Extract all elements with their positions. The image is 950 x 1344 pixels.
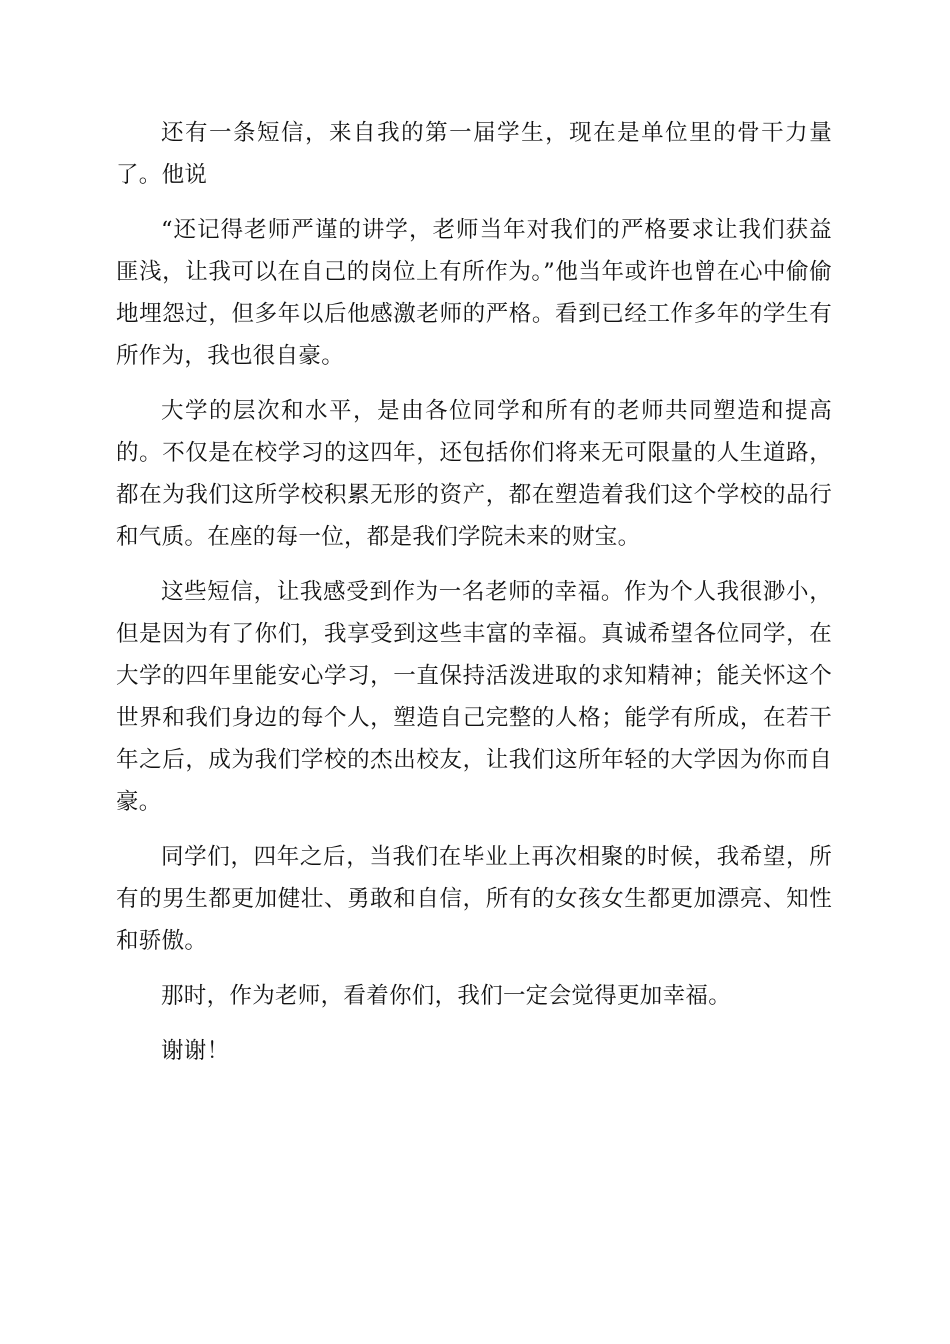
- paragraph-teacher-happiness: 这些短信，让我感受到作为一名老师的幸福。作为个人我很渺小，但是因为有了你们，我享受到这些丰富的幸福。真诚希望各位同学，在大学的四年里能安心学习，一直保持活泼进取的求知精神；能关怀这个世界和我们身边的每个人，塑造自己完整的人格；能学有所成，在若干年之后，成为我们学校的杰出校友，让我们这所年轻的大学因为你而自豪。: [116, 579, 832, 815]
- document-body: [116, 112, 832, 1085]
- paragraph-student-quote: “还记得老师严谨的讲学，老师当年对我们的严格要求让我们获益匪浅，让我可以在自己的岗位上有所作为。”他当年或许也曾在心中偷偷地埋怨过，但多年以后他感激老师的严格。看到已经工作多年的学生有所作为，我也很自豪。: [116, 217, 832, 369]
- paragraph-sms-intro: 还有一条短信，来自我的第一届学生，现在是单位里的骨干力量了。他说: [116, 120, 832, 188]
- paragraph-thanks: 谢谢！: [161, 1038, 230, 1064]
- paragraph-closing: 那时，作为老师，看着你们，我们一定会觉得更加幸福。: [161, 983, 732, 1009]
- paragraph-four-years-later: 同学们，四年之后，当我们在毕业上再次相聚的时候，我希望，所有的男生都更加健壮、勇敢和自信，所有的女孩女生都更加漂亮、知性和骄傲。: [116, 844, 832, 954]
- paragraph-university-level: 大学的层次和水平，是由各位同学和所有的老师共同塑造和提高的。不仅是在校学习的这四年，还包括你们将来无可限量的人生道路，都在为我们这所学校积累无形的资产，都在塑造着我们这个学校的品行和气质。在座的每一位，都是我们学院未来的财宝。: [116, 398, 832, 550]
